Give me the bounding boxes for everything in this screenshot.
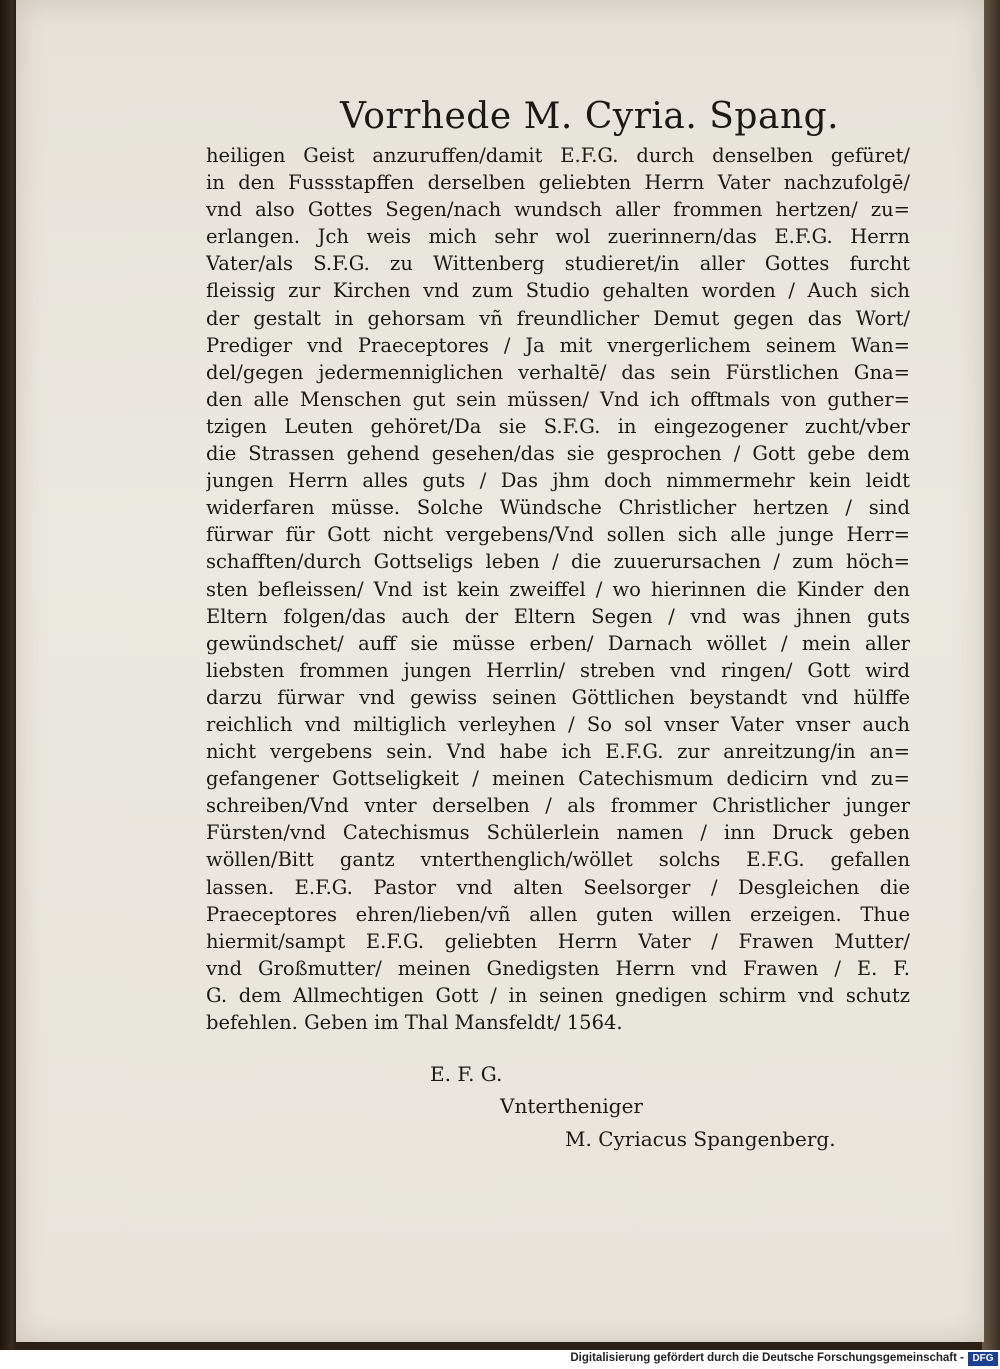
- text-line: sten befleissen/ Vnd ist kein zweiffel / wo hierinnen die Kinder den: [206, 577, 910, 601]
- text-line: G. dem Allmechtigen Gott / in seinen gnedigen schirm vnd schutz: [206, 983, 910, 1007]
- running-heading: Vorrhede M. Cyria. Spang.: [340, 96, 840, 137]
- text-line: widerfaren müsse. Solche Wündsche Christlicher hertzen / sind: [206, 496, 910, 520]
- text-line: schafften/durch Gottseligs leben / die zuuerursachen / zum höch=: [206, 550, 910, 574]
- text-line: hiermit/sampt E.F.G. geliebten Herrn Vater / Frawen Mutter/: [206, 929, 910, 953]
- text-line: Fürsten/vnd Catechismus Schülerlein namen / inn Druck geben: [206, 821, 910, 845]
- signature-salutation: E. F. G.: [430, 1062, 503, 1086]
- text-line: nicht vergebens sein. Vnd habe ich E.F.G. zur anreitzung/in an=: [206, 740, 910, 764]
- text-line: den alle Menschen gut sein müssen/ Vnd ich offtmals von guther=: [206, 387, 910, 411]
- text-line: jungen Herrn alles guts / Das jhm doch nimmermehr kein leidt: [206, 469, 910, 493]
- text-line: gefangener Gottseligkeit / meinen Catechismum dedicirn vnd zu=: [206, 767, 910, 791]
- text-line: liebsten frommen jungen Herrlin/ streben vnd ringen/ Gott wird: [206, 658, 910, 682]
- text-line: Eltern folgen/das auch der Eltern Segen / vnd was jhnen guts: [206, 604, 910, 628]
- text-line: schreiben/Vnd vnter derselben / als frommer Christlicher junger: [206, 794, 910, 818]
- text-line: reichlich vnd miltiglich verleyhen / So sol vnser Vater vnser auch: [206, 712, 910, 736]
- signature-humble: Vntertheniger: [500, 1094, 643, 1118]
- text-line: darzu fürwar vnd gewiss seinen Göttlichen beystandt vnd hülffe: [206, 685, 910, 709]
- text-line: del/gegen jedermenniglichen verhaltē/ das sein Fürstlichen Gna=: [206, 360, 910, 384]
- body-text: [206, 142, 910, 1036]
- text-line: lassen. E.F.G. Pastor vnd alten Seelsorger / Desgleichen die: [206, 875, 910, 899]
- text-line: Praeceptores ehren/lieben/vñ allen guten willen erzeigen. Thue: [206, 902, 910, 926]
- signature-name: M. Cyriacus Spangenberg.: [565, 1127, 836, 1151]
- book-edge: [982, 0, 1000, 1350]
- text-line: Vater/als S.F.G. zu Wittenberg studieret/in aller Gottes furcht: [206, 252, 910, 276]
- text-line: der gestalt in gehorsam vñ freundlicher Demut gegen das Wort/: [206, 306, 910, 330]
- text-line: in den Fussstapffen derselben geliebten Herrn Vater nachzufolgē/: [206, 171, 910, 195]
- text-line: befehlen. Geben im Thal Mansfeldt/ 1564.: [206, 1011, 623, 1034]
- text-line: vnd Großmutter/ meinen Gnedigsten Herrn vnd Frawen / E. F.: [206, 956, 910, 980]
- footer-bar: [0, 1350, 1000, 1369]
- text-line: Prediger vnd Praeceptores / Ja mit vnergerlichem seinem Wan=: [206, 333, 910, 357]
- text-line: gewündschet/ auff sie müsse erben/ Darnach wöllet / mein aller: [206, 631, 910, 655]
- text-line: die Strassen gehend gesehen/das sie gesprochen / Gott gebe dem: [206, 442, 910, 466]
- text-line: wöllen/Bitt gantz vnterthenglich/wöllet solchs E.F.G. gefallen: [206, 848, 910, 872]
- text-line: vnd also Gottes Segen/nach wundsch aller frommen hertzen/ zu=: [206, 198, 910, 222]
- dfg-logo: DFG: [968, 1352, 998, 1366]
- text-line: erlangen. Jch weis mich sehr wol zuerinnern/das E.F.G. Herrn: [206, 225, 910, 249]
- text-line: fürwar für Gott nicht vergebens/Vnd sollen sich alle junge Herr=: [206, 523, 910, 547]
- text-line: heiligen Geist anzuruffen/damit E.F.G. durch denselben gefüret/: [206, 144, 910, 167]
- funding-credit: Digitalisierung gefördert durch die Deutsche Forschungsgemeinschaft -: [570, 1352, 964, 1364]
- text-line: tzigen Leuten gehöret/Da sie S.F.G. in eingezogener zucht/vber: [206, 414, 910, 438]
- text-line: fleissig zur Kirchen vnd zum Studio gehalten worden / Auch sich: [206, 279, 910, 303]
